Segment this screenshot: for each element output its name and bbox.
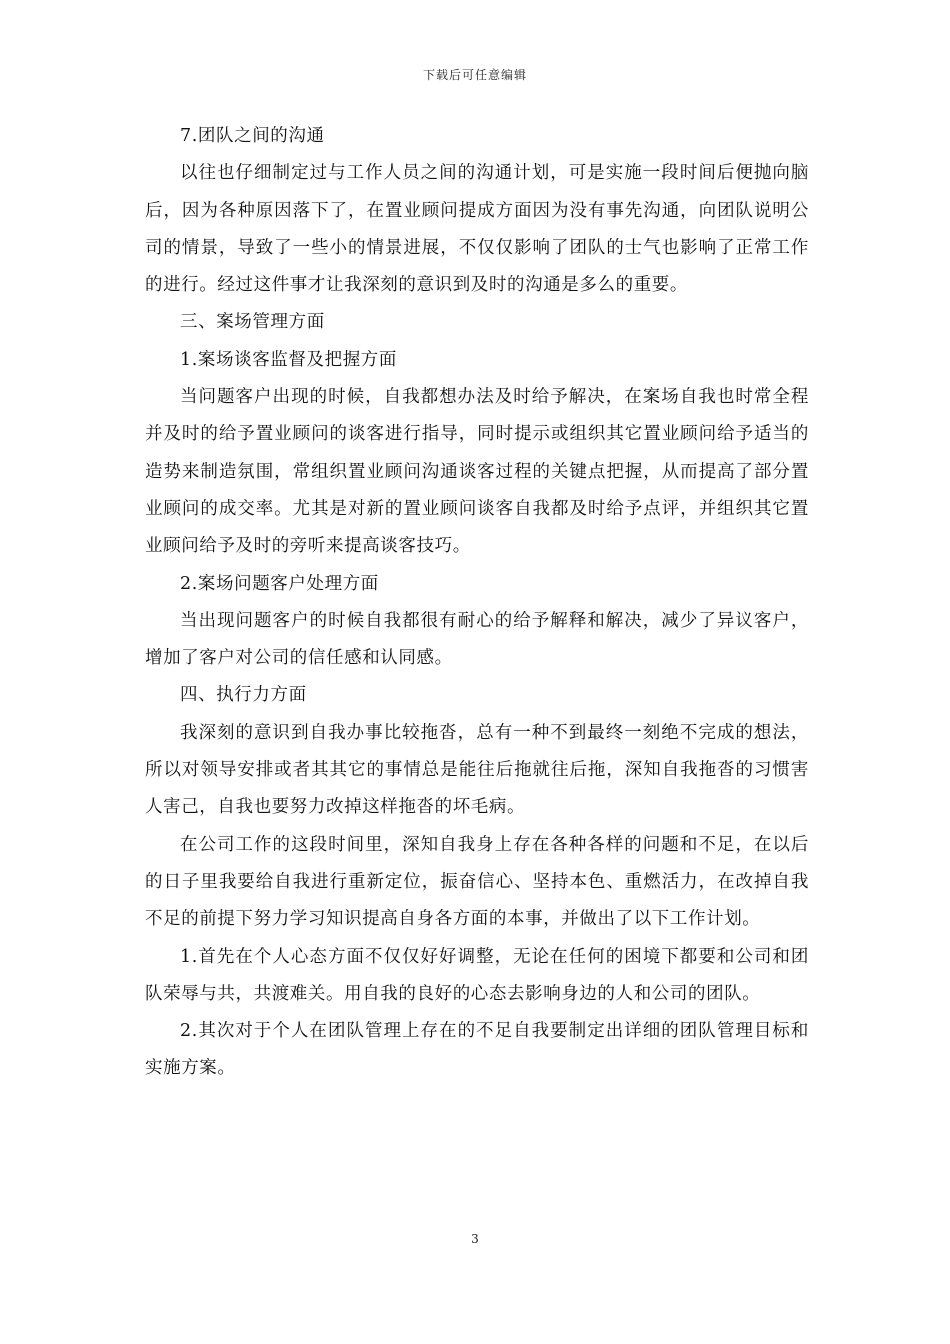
plan-item-1: 1.首先在个人心态方面不仅仅好好调整，无论在任何的困境下都要和公司和团队荣辱与共，共渡难关。用自我的良好的心态去影响身边的人和公司的团队。 (145, 946, 809, 1004)
paragraph-execution: 我深刻的意识到自我办事比较拖沓，总有一种不到最终一刻绝不完成的想法，所以对领导安排或者其其它的事情总是能往后拖就往后拖，深知自我拖沓的习惯害人害己，自我也要努力改掉这样拖沓的坏毛病。 (145, 722, 809, 818)
paragraph-client-supervision: 当问题客户出现的时候，自我都想办法及时给予解决，在案场自我也时常全程并及时的给予置业顾问的谈客进行指导，同时提示或组织其它置业顾问给予适当的造势来制造氛围，常组织置业顾问沟通谈客过程的关键点把握，从而提高了部分置业顾问的成交率。尤其是对新的置业顾问谈客自我都及时给予点评，并组织其它置业顾问给予及时的旁听来提高谈客技巧。 (145, 387, 809, 557)
subheading-problem-clients: 2.案场问题客户处理方面 (180, 573, 379, 594)
page-number: 3 (471, 1232, 479, 1246)
section-heading-site-management: 三、案场管理方面 (180, 312, 325, 333)
header-note: 下载后可任意编辑 (422, 68, 527, 82)
paragraph-team-communication: 以往也仔细制定过与工作人员之间的沟通计划，可是实施一段时间后便抛向脑后，因为各种原因落下了，在置业顾问提成方面因为没有事先沟通，向团队说明公司的情景，导致了一些小的情景进展，不仅仅影响了团队的士气也影响了正常工作的进行。经过这件事才让我深刻的意识到及时的沟通是多么的重要。 (145, 163, 809, 296)
paragraph-problem-clients: 当出现问题客户的时候自我都很有耐心的给予解释和解决，减少了异议客户，增加了客户对公司的信任感和认同感。 (145, 610, 809, 669)
plan-item-2: 2.其次对于个人在团队管理上存在的不足自我要制定出详细的团队管理目标和实施方案。 (145, 1021, 809, 1079)
document-body (145, 118, 809, 1088)
subheading-team-communication: 7.团队之间的沟通 (180, 126, 325, 146)
paragraph-work-plan-intro: 在公司工作的这段时间里，深知自我身上存在各种各样的问题和不足，在以后的日子里我要给自我进行重新定位，振奋信心、坚持本色、重燃活力，在改掉自我不足的前提下努力学习知识提高自身各方面的本事，并做出了以下工作计划。 (145, 834, 809, 930)
subheading-client-supervision: 1.案场谈客监督及把握方面 (180, 349, 397, 370)
section-heading-execution: 四、执行力方面 (180, 685, 307, 706)
